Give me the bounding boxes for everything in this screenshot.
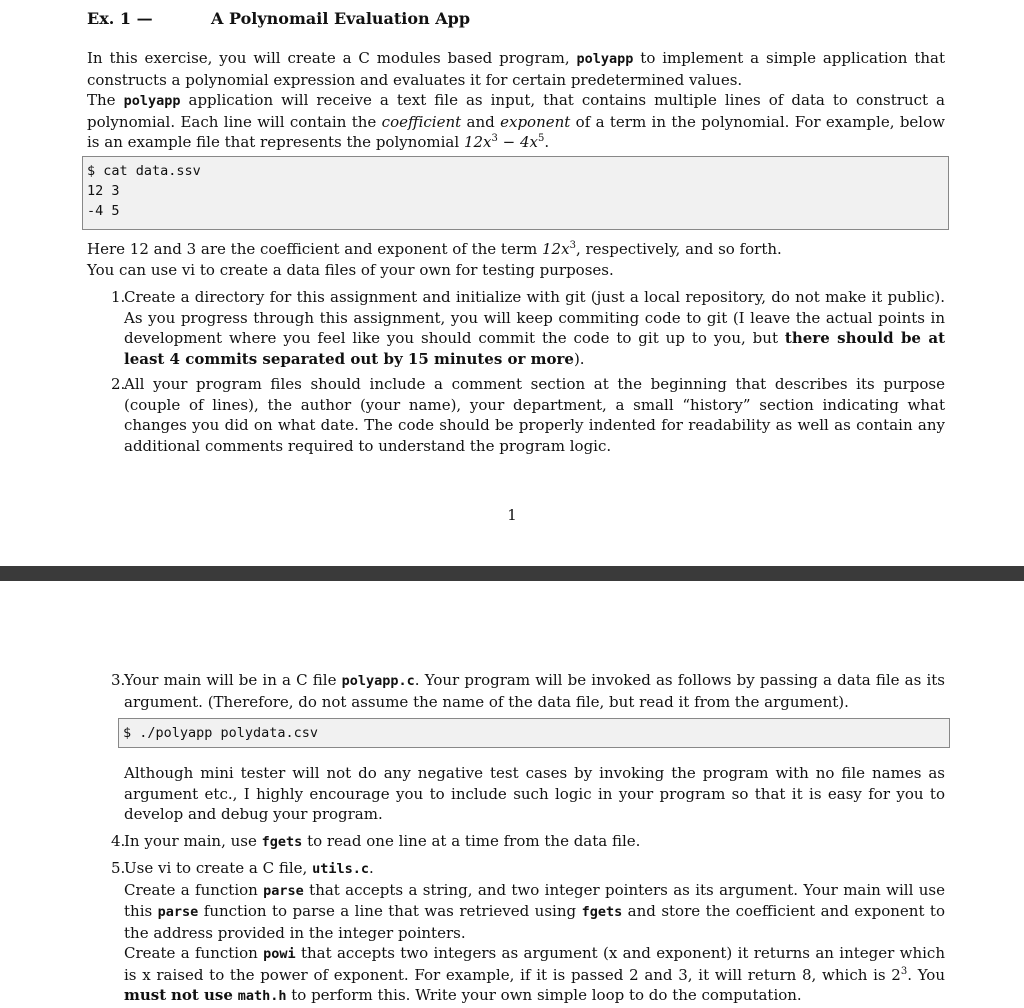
explanation-paragraph: Here 12 and 3 are the coefficient and exponent of the term $12x^3$, respectively, and so forth. You can use vi to create a data files of your own for testing purposes. bbox=[87, 240, 782, 279]
code-line: $ cat data.ssv bbox=[87, 163, 201, 179]
exercise-heading bbox=[87, 9, 470, 30]
list-item-5: 5. Use vi to create a C file, utils.c. Create a function parse that accepts a string, and two integer pointers as its argument. Your main will use this parse function to parse a line that was retrieved using fgets and store the coefficient and exponent to the address provided in the integer pointers. Create a function powi that accepts two integers as argument (x and exponent) it returns an integer which is x raised to the power of exponent. For example, if it is passed 2 and 3, it will return 8, which is $2^3$. You must not use math.h to perform this. Write your own simple loop to do the computation. bbox=[111, 859, 946, 1004]
exercise-number: Ex. 1 — bbox=[87, 9, 153, 28]
intro-paragraph: In this exercise, you will create a C modules based program, polyapp to implement a simple application that constructs a polynomial expression and evaluates it for certain predetermined values. The polyapp application will receive a text file as input, that contains multiple lines of data to construct a polynomial. Each line will contain the coefficient and exponent of a term in the polynomial. For example, below is an example file that represents the polynomial $12x^3 - 4x^5$. bbox=[87, 49, 945, 151]
code-line: -4 5 bbox=[87, 203, 120, 219]
page-number: 1 bbox=[507, 506, 517, 524]
page-divider bbox=[0, 566, 1024, 581]
polynomial-expression: $12x^3 - 4x^5$. bbox=[463, 133, 550, 151]
exercise-title: A Polynomail Evaluation App bbox=[211, 9, 471, 28]
list-item-3: 3. Your main will be in a C file polyapp.c. Your program will be invoked as follows by passing a data file as its argument. (Therefore, do not assume the name of the data file, but read it from the argument). bbox=[111, 671, 945, 711]
list-item-4: 4. In your main, use fgets to read one line at a time from the data file. bbox=[111, 832, 641, 850]
page-2 bbox=[0, 581, 1024, 1008]
code-block-cat bbox=[82, 156, 949, 230]
commit-requirement: there should be at least 4 commits separated out by 15 minutes or more bbox=[124, 329, 946, 368]
polyapp-name: polyapp bbox=[576, 51, 634, 67]
code-line: 12 3 bbox=[87, 183, 120, 199]
code-block-invoke bbox=[118, 718, 950, 748]
note-paragraph: Although mini tester will not do any negative test cases by invoking the program with no file names as argument etc., I highly encourage you to include such logic in your program so that it is easy for you to develop and debug your program. bbox=[124, 764, 945, 823]
list-item-2: 2. All your program files should include a comment section at the beginning that describes its purpose (couple of lines), the author (your name), your department, a small “history” section indicating what changes you did on what date. The code should be properly indented for readability as well as contain any additional comments required to understand the program logic. bbox=[111, 375, 945, 455]
code-line: $ ./polyapp polydata.csv bbox=[123, 725, 319, 741]
list-item-1: 1. Create a directory for this assignment and initialize with git (just a local repository, do not make it public). As you progress through this assignment, you will keep commiting code to git (I leave the actual points in development where you feel like you should commit the code to git up to you, but there should be at least 4 commits separated out by 15 minutes or more). bbox=[111, 288, 946, 368]
